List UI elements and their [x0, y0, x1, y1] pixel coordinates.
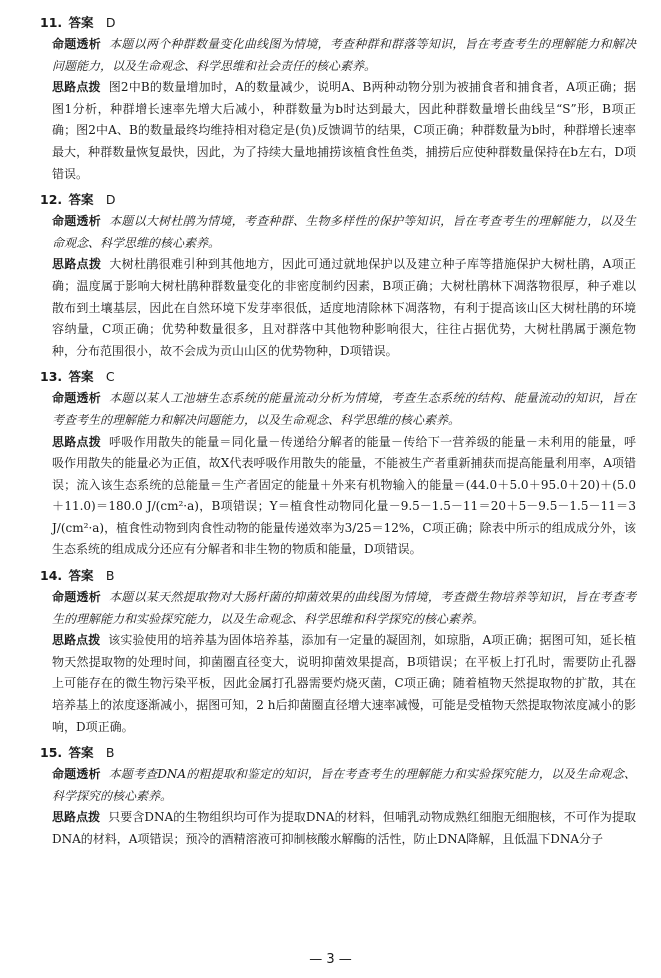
question-header [40, 12, 638, 34]
solution-label: 思路点拨 [52, 257, 102, 272]
proposition-label: 命题透析 [52, 767, 101, 782]
proposition-analysis [52, 388, 636, 431]
question-11 [40, 12, 638, 185]
answer-label: 答案 [68, 568, 94, 584]
question-12 [40, 189, 638, 362]
solution-text: 该实验使用的培养基为固体培养基，添加有一定量的凝固剂，如琼脂，A项正确；据图可知，延长植物天然提取物的处理时间，抑菌圈直径变大，说明抑菌效果提高，B项错误；在平板上打孔时，需要防止孔器上可能存在的微生物污染平板，因此金属打孔器需要灼烧灭菌，C项正确；随着植物天然提取物的扩散，其在培养基上的浓度逐渐减小，据图可知，2 h后抑菌圈直径增大速率减慢，可能是受植物天然提取物浓度减小的影响，D项正确。 [52, 633, 636, 734]
question-header [40, 366, 638, 388]
answer-value: D [105, 192, 116, 208]
question-number: 15. [40, 745, 63, 761]
proposition-analysis [52, 211, 636, 254]
proposition-text: 本题考查DNA的粗提取和鉴定的知识，旨在考查考生的理解能力和实验探究能力，以及生命观念、科学探究的核心素养。 [52, 767, 636, 803]
question-number: 13. [40, 369, 63, 385]
proposition-analysis [52, 34, 636, 77]
solution-hint [52, 254, 636, 362]
solution-label: 思路点拨 [52, 80, 101, 95]
page-number: — 3 — [309, 952, 352, 967]
answer-label: 答案 [68, 15, 94, 30]
solution-hint [52, 807, 636, 850]
proposition-label: 命题透析 [52, 590, 102, 605]
proposition-label: 命题透析 [52, 214, 102, 229]
question-header [40, 189, 638, 211]
proposition-text: 本题以某天然提取物对大肠杆菌的抑菌效果的曲线图为情境，考查微生物培养等知识，旨在考查考生的理解能力和实验探究能力，以及生命观念、科学思维和科学探究的核心素养。 [52, 590, 636, 626]
proposition-label: 命题透析 [52, 391, 102, 406]
solution-text: 图2中B的数量增加时，A的数量减少，说明A、B两种动物分别为被捕食者和捕食者，A项正确；据图1分析，种群增长速率先增大后减小，种群数量为b时达到最大，因此种群数量增长曲线呈“S”形，B项正确；图2中A、B的数量最终均维持相对稳定是(负)反馈调节的结果，C项正确；种群数量为b时，种群增长速率最大，种群数量恢复最快，因此，为了持续大量地捕捞该植食性鱼类，捕捞后应使种群数量保持在b左右，D项错误。 [52, 80, 636, 181]
solution-text: 只要含DNA的生物组织均可作为提取DNA的材料，但哺乳动物成熟红细胞无细胞核，不可作为提取DNA的材料，A项错误；预冷的酒精溶液可抑制核酸水解酶的活性，防止DNA降解，且低温下DNA分子 [52, 810, 636, 846]
solution-text: 大树杜鹃很难引种到其他地方，因此可通过就地保护以及建立种子库等措施保护大树杜鹃，A项正确；温度属于影响大树杜鹃种群数量变化的非密度制约因素，B项正确；大树杜鹃林下凋落物很厚，种子难以散布到土壤基层，因此在自然环境下发芽率很低，适度地清除林下凋落物，有利于提高该山区大树杜鹃的环境容纳量，C项正确；优势种数量很多，且对群落中其他物种影响很大，往往占据优势，大树杜鹃属于濒危物种，分布范围很小，故不会成为贡山山区的优势物种，D项错误。 [52, 257, 636, 358]
answer-value: B [105, 745, 115, 761]
solution-hint [52, 432, 636, 562]
proposition-text: 本题以大树杜鹃为情境，考查种群、生物多样性的保护等知识，旨在考查考生的理解能力，以及生命观念、科学思维的核心素养。 [52, 214, 636, 250]
answer-label: 答案 [68, 192, 94, 208]
question-15 [40, 742, 638, 850]
answer-label: 答案 [68, 369, 94, 385]
solution-label: 思路点拨 [52, 434, 102, 449]
question-13 [40, 366, 638, 561]
question-number: 14. [40, 568, 63, 584]
solution-text: 呼吸作用散失的能量＝同化量－传递给分解者的能量－传给下一营养级的能量－未利用的能量，呼吸作用散失的能量必为正值，故X代表呼吸作用散失的能量，不能被生产者重新捕获而提高能量利用率，A项错误；流入该生态系统的总能量＝生产者固定的能量＋外来有机物输入的能量＝(44.0＋5.0＋95.0＋20)＋(5.0＋11.0)＝180.0 J/(cm²·a)，B项错误；Y＝植食性动物同化量－9.5－1.5－11＝20＋5－9.5－1.5－11＝3 J/(cm²·a)，植食性动物到肉食性动物的能量传递效率为3/25＝12%，C项正确；除表中所示的组成成分外，该生态系统的组成成分还应有分解者和非生物的物质和能量，D项错误。 [52, 434, 636, 557]
proposition-analysis [52, 764, 636, 807]
proposition-text: 本题以某人工池塘生态系统的能量流动分析为情境，考查生态系统的结构、能量流动的知识，旨在考查考生的理解能力和解决问题能力，以及生命观念、科学思维的核心素养。 [52, 391, 636, 427]
question-14 [40, 565, 638, 738]
question-number: 12. [40, 192, 63, 208]
answer-value: D [105, 15, 116, 30]
solution-hint [52, 630, 636, 738]
answer-label: 答案 [68, 745, 94, 761]
proposition-analysis [52, 587, 636, 630]
question-number: 11. [40, 15, 63, 30]
answer-value: C [105, 369, 115, 385]
solution-label: 思路点拨 [52, 810, 101, 825]
solution-label: 思路点拨 [52, 633, 101, 648]
proposition-label: 命题透析 [52, 37, 102, 51]
answer-content [40, 8, 638, 851]
answer-value: B [105, 568, 115, 584]
question-header [40, 565, 638, 587]
proposition-text: 本题以两个种群数量变化曲线图为情境，考查种群和群落等知识，旨在考查考生的理解能力和解决问题能力，以及生命观念、科学思维和社会责任的核心素养。 [52, 37, 636, 73]
solution-hint [52, 77, 636, 185]
question-header [40, 742, 638, 764]
